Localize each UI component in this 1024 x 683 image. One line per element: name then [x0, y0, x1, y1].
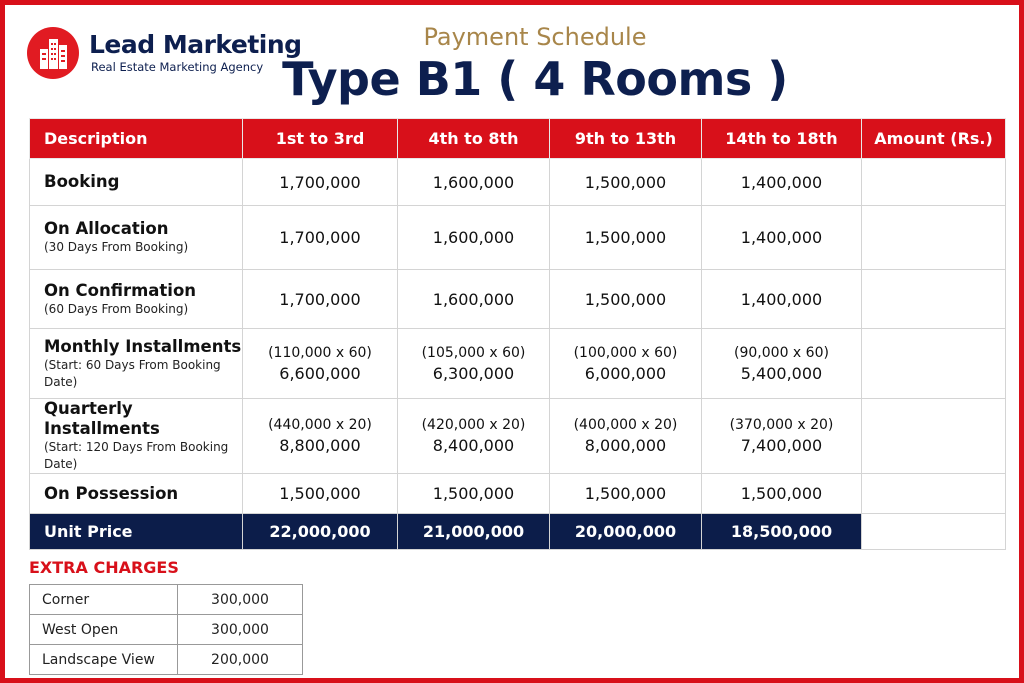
amount-cell: [862, 270, 1006, 329]
row-description: [30, 270, 243, 329]
cell-total: 1,400,000: [740, 289, 823, 309]
column-header: 4th to 8th: [398, 119, 550, 159]
row-description: [30, 329, 243, 399]
cell-total: 1,500,000: [432, 484, 515, 503]
table-cell: [702, 270, 862, 329]
column-header: Amount (Rs.): [862, 119, 1006, 159]
cell-total: 1,400,000: [740, 228, 823, 247]
cell-total: 1,500,000: [584, 484, 667, 503]
cell-total: 1,500,000: [584, 289, 667, 309]
cell-calc: (100,000 x 60): [573, 344, 678, 361]
extra-charge-label: Corner: [30, 585, 178, 615]
row-description: [30, 399, 243, 474]
table-cell: [702, 206, 862, 270]
row-title: Monthly Installments: [44, 336, 242, 356]
cell-calc: (110,000 x 60): [268, 344, 372, 361]
table-cell: [702, 159, 862, 206]
table-cell: [398, 329, 550, 399]
row-title: Quarterly Installments: [44, 399, 160, 438]
cell-calc: (90,000 x 60): [734, 344, 829, 361]
payment-schedule-table: [29, 118, 1006, 550]
row-description: [30, 159, 243, 206]
cell-total: 6,600,000: [279, 363, 361, 383]
table-cell: [243, 159, 398, 206]
table-cell: [702, 474, 862, 514]
column-header: Description: [30, 119, 243, 159]
page-title: Type B1 ( 4 Rooms ): [282, 52, 788, 106]
cell-calc: (400,000 x 20): [573, 417, 678, 433]
cell-total: 1,400,000: [740, 172, 823, 192]
table-cell: [550, 399, 702, 474]
amount-cell: [862, 399, 1006, 474]
table-cell: [550, 206, 702, 270]
extra-charge-row: [30, 645, 303, 675]
column-header: 9th to 13th: [550, 119, 702, 159]
row-note: (Start: 60 Days From Booking Date): [44, 357, 221, 389]
table-cell: [550, 270, 702, 329]
unit-price-row: [30, 514, 1006, 550]
table-cell: [702, 329, 862, 399]
amount-cell: [862, 206, 1006, 270]
extra-charges-title: EXTRA CHARGES: [29, 558, 179, 577]
table-cell: [243, 329, 398, 399]
cell-total: 8,000,000: [584, 436, 667, 455]
row-title: Booking: [44, 172, 120, 191]
extra-charge-label: West Open: [30, 615, 178, 645]
cell-total: 1,700,000: [279, 289, 361, 309]
cell-total: 8,400,000: [432, 436, 515, 455]
row-title: On Confirmation: [44, 280, 197, 300]
extra-charge-value: 300,000: [178, 615, 303, 645]
cell-total: 6,000,000: [584, 363, 667, 383]
cell-total: 1,500,000: [584, 172, 667, 192]
amount-cell: [862, 514, 1006, 550]
row-title: On Possession: [44, 483, 179, 503]
cell-total: 8,800,000: [279, 436, 361, 455]
cell-total: 1,500,000: [584, 228, 667, 247]
amount-cell: [862, 329, 1006, 399]
cell-total: 6,300,000: [432, 363, 515, 383]
brand-name: Lead Marketing: [89, 30, 302, 59]
extra-charge-row: [30, 615, 303, 645]
table-cell: [398, 399, 550, 474]
table-cell: [398, 206, 550, 270]
cell-calc: (370,000 x 20): [729, 417, 834, 433]
cell-total: 1,500,000: [740, 484, 823, 503]
table-cell: [550, 474, 702, 514]
cell-total: 1,700,000: [279, 228, 361, 247]
unit-price-value: 21,000,000: [398, 514, 550, 550]
cell-total: 1,700,000: [279, 172, 361, 192]
table-row: [30, 399, 1006, 474]
row-description: [30, 206, 243, 270]
cell-calc: (440,000 x 20): [268, 417, 372, 433]
amount-cell: [862, 474, 1006, 514]
unit-price-label: Unit Price: [30, 514, 243, 550]
extra-charge-value: 300,000: [178, 585, 303, 615]
table-cell: [702, 399, 862, 474]
unit-price-value: 22,000,000: [243, 514, 398, 550]
unit-price-value: 18,500,000: [702, 514, 862, 550]
cell-total: 1,600,000: [432, 289, 515, 309]
table-cell: [398, 270, 550, 329]
cell-calc: (420,000 x 20): [421, 417, 526, 433]
table-row: [30, 474, 1006, 514]
row-note: (30 Days From Booking): [44, 240, 189, 254]
row-description: [30, 474, 243, 514]
cell-total: 1,600,000: [432, 228, 515, 247]
row-title: On Allocation: [44, 219, 169, 238]
table-header-row: [30, 119, 1006, 159]
amount-cell: [862, 159, 1006, 206]
table-row: [30, 159, 1006, 206]
table-cell: [550, 159, 702, 206]
extra-charge-value: 200,000: [178, 645, 303, 675]
cell-total: 1,600,000: [432, 172, 515, 192]
table-cell: [243, 206, 398, 270]
extra-charges-table: [29, 584, 303, 675]
table-cell: [243, 270, 398, 329]
cell-total: 7,400,000: [740, 436, 823, 455]
table-cell: [398, 159, 550, 206]
table-cell: [243, 399, 398, 474]
brand-tagline: Real Estate Marketing Agency: [91, 60, 264, 74]
table-row: [30, 206, 1006, 270]
extra-charge-row: [30, 585, 303, 615]
extra-charge-label: Landscape View: [30, 645, 178, 675]
table-cell: [243, 474, 398, 514]
column-header: 1st to 3rd: [243, 119, 398, 159]
column-header: 14th to 18th: [702, 119, 862, 159]
table-row: [30, 329, 1006, 399]
table-cell: [398, 474, 550, 514]
row-note: (Start: 120 Days From Booking Date): [44, 440, 229, 471]
row-note: (60 Days From Booking): [44, 301, 189, 316]
table-cell: [550, 329, 702, 399]
page-subtitle: Payment Schedule: [423, 23, 647, 51]
building-logo-icon: [27, 27, 79, 79]
unit-price-value: 20,000,000: [550, 514, 702, 550]
cell-total: 1,500,000: [279, 484, 361, 503]
cell-calc: (105,000 x 60): [421, 344, 526, 361]
cell-total: 5,400,000: [740, 363, 823, 383]
brand-logo: [27, 27, 302, 79]
table-row: [30, 270, 1006, 329]
